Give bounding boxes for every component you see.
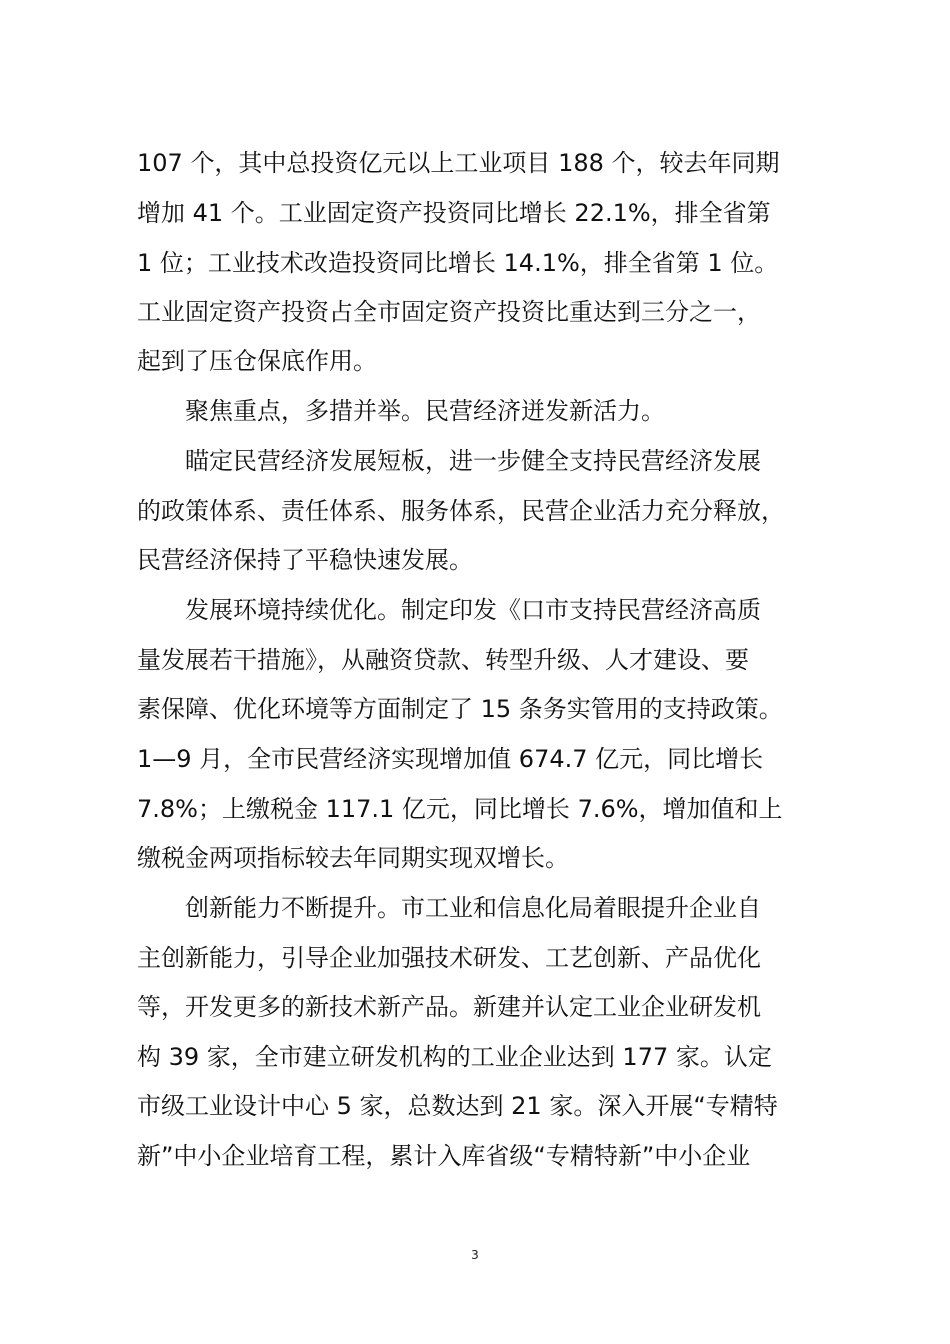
text-line: 瞄定民营经济发展短板，进一步健全支持民营经济发展 xyxy=(185,447,761,475)
text-line: 市级工业设计中心 5 家，总数达到 21 家。深入开展“专精特 xyxy=(137,1092,778,1120)
text-line: 缴税金两项指标较去年同期实现双增长。 xyxy=(137,844,569,872)
text-line: 新”中小企业培育工程，累计入库省级“专精特新”中小企业 xyxy=(137,1142,751,1170)
section-heading: 聚焦重点，多措并举。民营经济迸发新活力。 xyxy=(185,397,665,425)
page-number: 3 xyxy=(471,1248,479,1262)
text-line: 起到了压仓保底作用。 xyxy=(137,347,377,375)
text-line: 主创新能力，引导企业加强技术研发、工艺创新、产品优化 xyxy=(137,944,761,972)
text-line: 构 39 家，全市建立研发机构的工业企业达到 177 家。认定 xyxy=(137,1043,772,1071)
text-line: 1 位；工业技术改造投资同比增长 14.1%，排全省第 1 位。 xyxy=(137,249,779,277)
text-line: 素保障、优化环境等方面制定了 15 条务实管用的支持政策。 xyxy=(137,695,783,723)
text-line: 的政策体系、责任体系、服务体系，民营企业活力充分释放， xyxy=(137,497,785,525)
text-line: 工业固定资产投资占全市固定资产投资比重达到三分之一， xyxy=(137,298,761,326)
text-line: 增加 41 个。工业固定资产投资同比增长 22.1%，排全省第 xyxy=(137,199,771,227)
text-line: 量发展若干措施》，从融资贷款、转型升级、人才建设、要 xyxy=(137,646,749,674)
text-line: 民营经济保持了平稳快速发展。 xyxy=(137,546,473,574)
text-line: 107 个，其中总投资亿元以上工业项目 188 个，较去年同期 xyxy=(137,149,780,177)
text-line: 发展环境持续优化。制定印发《口市支持民营经济高质 xyxy=(185,596,761,624)
text-line: 7.8%；上缴税金 117.1 亿元，同比增长 7.6%，增加值和上 xyxy=(137,795,783,823)
text-line: 等，开发更多的新技术新产品。新建并认定工业企业研发机 xyxy=(137,993,761,1021)
text-line: 创新能力不断提升。市工业和信息化局着眼提升企业自 xyxy=(185,894,761,922)
text-line: 1—9 月，全市民营经济实现增加值 674.7 亿元，同比增长 xyxy=(137,745,764,773)
